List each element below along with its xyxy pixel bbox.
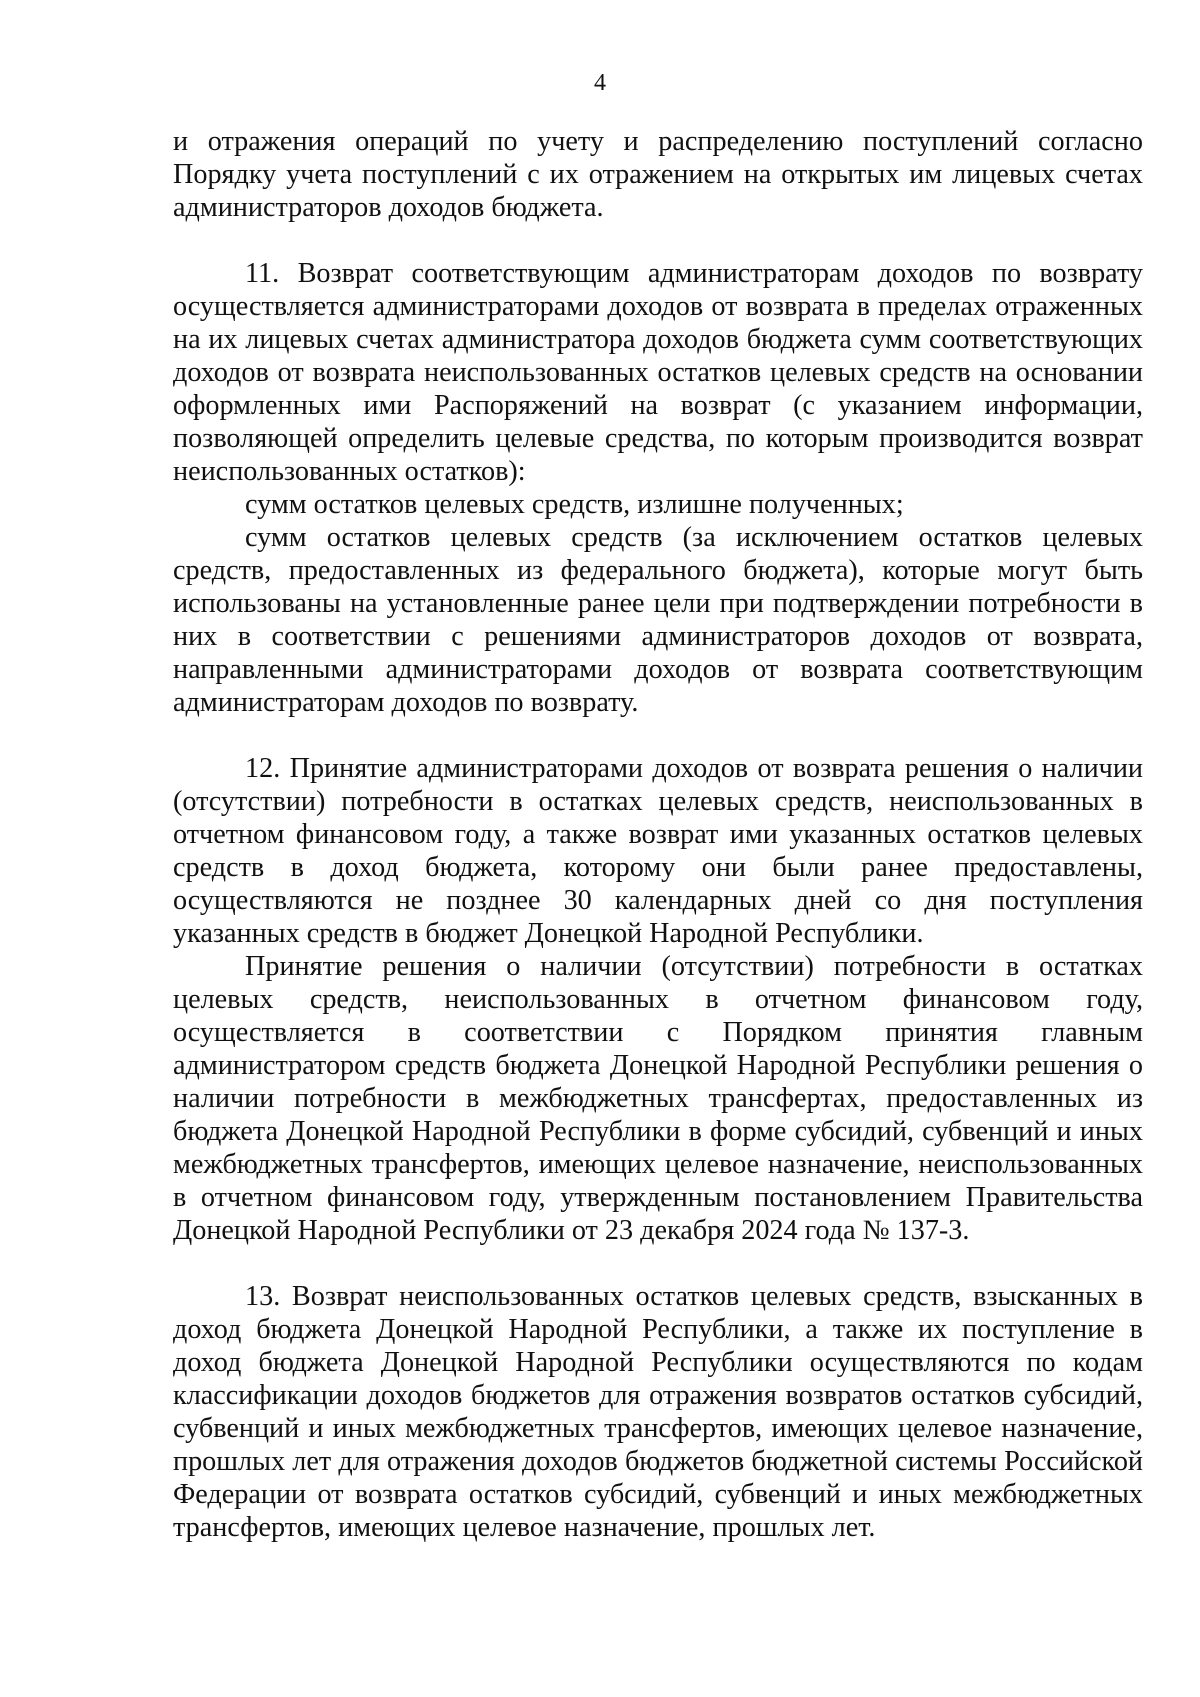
page-number: 4: [594, 70, 606, 96]
paragraph-section-12-decision: Принятие решения о наличии (отсутствии) потребности в остатках целевых средств, неиспользованных в отчетном финансовом году, осуществляется в соответствии с Порядком принятия главным администратором средств бюджета Донецкой Народной Республики решения о наличии потребности в межбюджетных трансфертах, предоставленных из бюджета Донецкой Народной Республики в форме субсидий, субвенций и иных межбюджетных трансфертов, имеющих целевое назначение, неиспользованных в отчетном финансовом году, утвержденным постановлением Правительства Донецкой Народной Республики от 23 декабря 2024 года № 137-3.: [173, 951, 1143, 1246]
paragraph-section-11-item-b: сумм остатков целевых средств (за исключением остатков целевых средств, предоставленных из федерального бюджета), которые могут быть использованы на установленные ранее цели при подтверждении потребности в них в соответствии с решениями администраторов доходов от возврата, направленными администраторами доходов от возврата соответствующим администраторам доходов по возврату.: [173, 522, 1143, 718]
paragraph-section-12: 12. Принятие администраторами доходов от возврата решения о наличии (отсутствии) потребности в остатках целевых средств, неиспользованных в отчетном финансовом году, а также возврат ими указанных остатков целевых средств в доход бюджета, которому они были ранее предоставлены, осуществляются не позднее 30 календарных дней со дня поступления указанных средств в бюджет Донецкой Народной Республики.: [173, 753, 1143, 949]
paragraph-continuation: и отражения операций по учету и распределению поступлений согласно Порядку учета поступлений с их отражением на открытых им лицевых счетах администраторов доходов бюджета.: [173, 126, 1143, 223]
paragraph-section-11-item-a: сумм остатков целевых средств, излишне полученных;: [245, 489, 904, 520]
paragraph-section-11: 11. Возврат соответствующим администраторам доходов по возврату осуществляется администраторами доходов от возврата в пределах отраженных на их лицевых счетах администратора доходов бюджета сумм соответствующих доходов от возврата неиспользованных остатков целевых средств на основании оформленных ими Распоряжений на возврат (с указанием информации, позволяющей определить целевые средства, по которым производится возврат неиспользованных остатков):: [173, 258, 1143, 487]
paragraph-section-13: 13. Возврат неиспользованных остатков целевых средств, взысканных в доход бюджета Донецкой Народной Республики, а также их поступление в доход бюджета Донецкой Народной Республики осуществляются по кодам классификации доходов бюджетов для отражения возвратов остатков субсидий, субвенций и иных межбюджетных трансфертов, имеющих целевое назначение, прошлых лет для отражения доходов бюджетов бюджетной системы Российской Федерации от возврата остатков субсидий, субвенций и иных межбюджетных трансфертов, имеющих целевое назначение, прошлых лет.: [173, 1281, 1143, 1543]
document-body: [173, 125, 1143, 1544]
